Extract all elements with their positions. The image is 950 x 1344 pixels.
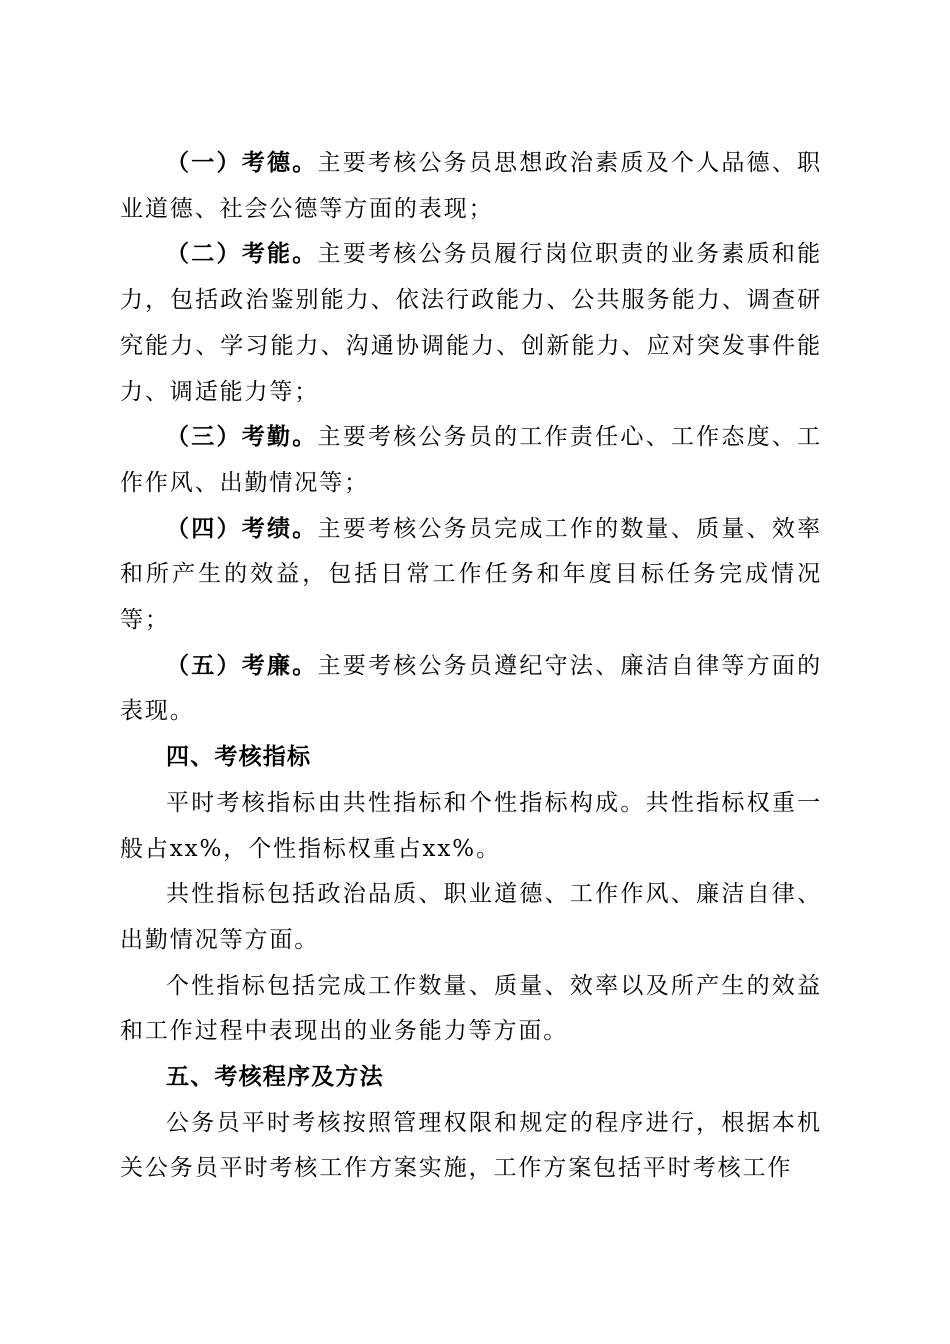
section-5-body: 主要考核公务员遵纪守法、廉洁自律等方面的表现。 <box>120 652 822 725</box>
section-3-body: 主要考核公务员的工作责任心、工作态度、工作作风、出勤情况等； <box>120 424 822 496</box>
section-1-body: 主要考核公务员思想政治素质及个人品德、职业道德、社会公德等方面的表现； <box>120 150 822 222</box>
procedure-paragraph-1: 公务员平时考核按照管理权限和规定的程序进行，根据本机关公务员平时考核工作方案实施，工作方案包括平时考核工作 <box>120 1109 822 1182</box>
heading-assessment-procedure: 五、考核程序及方法 <box>166 1064 384 1091</box>
section-4-body: 主要考核公务员完成工作的数量、质量、效率和所产生的效益，包括日常工作任务和年度目标任务完成情况等； <box>120 515 822 634</box>
section-2-paragraph <box>120 232 822 415</box>
indicators-paragraph-1: 平时考核指标由共性指标和个性指标构成。共性指标权重一般占xx%，个性指标权重占xx%。 <box>120 789 822 862</box>
indicators-paragraph-2: 共性指标包括政治品质、职业道德、工作作风、廉洁自律、出勤情况等方面。 <box>120 881 822 953</box>
heading-assessment-indicators: 四、考核指标 <box>166 744 312 771</box>
section-1-paragraph <box>120 141 822 232</box>
section-4-paragraph <box>120 507 822 644</box>
section-4-lead: （四）考绩。 <box>166 515 318 542</box>
section-3-lead: （三）考勤。 <box>166 424 318 451</box>
section-2-body: 主要考核公务员履行岗位职责的业务素质和能力，包括政治鉴别能力、依法行政能力、公共服务能力、调查研究能力、学习能力、沟通协调能力、创新能力、应对突发事件能力、调适能力等； <box>120 241 822 405</box>
section-1-lead: （一）考德。 <box>166 150 318 176</box>
section-5-paragraph <box>120 644 822 735</box>
document-page <box>120 141 822 1192</box>
section-3-paragraph <box>120 415 822 506</box>
section-2-lead: （二）考能。 <box>166 241 318 268</box>
indicators-paragraph-3: 个性指标包括完成工作数量、质量、效率以及所产生的效益和工作过程中表现出的业务能力等方面。 <box>120 972 822 1045</box>
section-5-lead: （五）考廉。 <box>166 652 318 679</box>
